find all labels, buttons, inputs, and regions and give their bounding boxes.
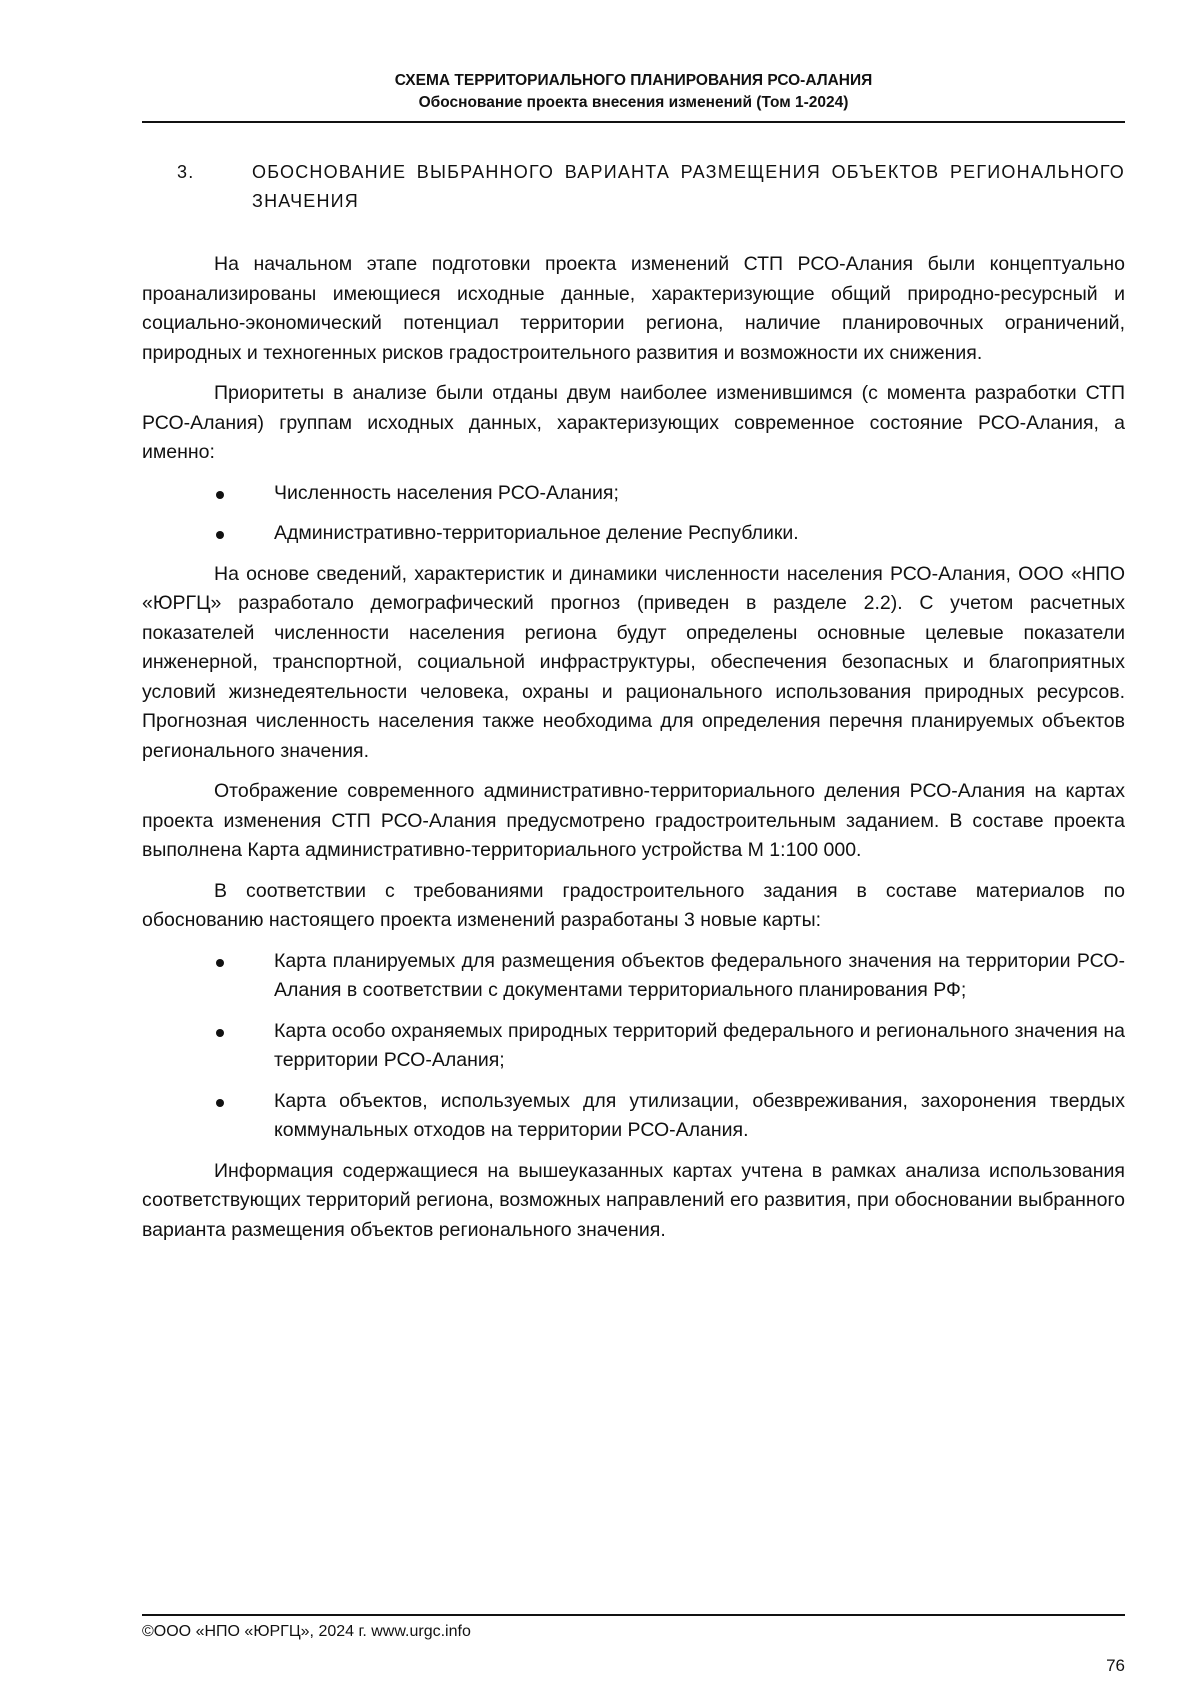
- header-divider: [142, 121, 1125, 123]
- page-number: 76: [1106, 1656, 1125, 1675]
- bullet-icon: [216, 491, 224, 499]
- list-item-text: Карта объектов, используемых для утилизации, обезвреживания, захоронения твердых коммунальных отходов на территории РСО-Алания.: [274, 1089, 1125, 1141]
- list-item: [142, 519, 1125, 549]
- header-title: СХЕМА ТЕРРИТОРИАЛЬНОГО ПЛАНИРОВАНИЯ РСО-АЛАНИЯ: [394, 72, 873, 89]
- bullet-icon: [216, 959, 224, 967]
- paragraph: В соответствии с требованиями градостроительного задания в составе материалов по обоснованию настоящего проекта изменений разработаны 3 новые карты:: [142, 879, 1125, 931]
- paragraph: Отображение современного административно-территориального деления РСО-Алания на картах проекта изменения СТП РСО-Алания предусмотрено градостроительным заданием. В составе проекта выполнена Карта административно-территориального устройства М 1:100 000.: [142, 780, 1125, 861]
- paragraph: На начальном этапе подготовки проекта изменений СТП РСО-Алания были концептуально проанализированы имеющиеся исходные данные, характеризующие общий природно-ресурсный и социально-экономический потенциал территории региона, наличие планировочных ограничений, природных и техногенных рисков градостроительного развития и возможности их снижения.: [142, 253, 1125, 364]
- bullet-list: [142, 479, 1125, 549]
- header-subtitle: Обоснование проекта внесения изменений (Том 1-2024): [418, 94, 849, 111]
- list-item-text: Административно-территориальное деление Республики.: [274, 522, 799, 544]
- list-item: [142, 947, 1125, 1006]
- list-item: [142, 479, 1125, 509]
- bullet-list: [142, 947, 1125, 1146]
- footer-divider: [142, 1614, 1125, 1616]
- page-header: [142, 70, 1125, 114]
- section-number: 3.: [177, 162, 195, 182]
- paragraph: Приоритеты в анализе были отданы двум наиболее изменившимся (с момента разработки СТП РСО-Алания) группам исходных данных, характеризующих современное состояние РСО-Алания, а именно:: [142, 382, 1125, 463]
- bullet-icon: [216, 531, 224, 539]
- paragraph: Информация содержащиеся на вышеуказанных картах учтена в рамках анализа использования соответствующих территорий региона, возможных направлений его развития, при обосновании выбранного варианта размещения объектов регионального значения.: [142, 1159, 1125, 1241]
- document-body: [142, 250, 1125, 1256]
- paragraph: На основе сведений, характеристик и динамики численности населения РСО-Алания, ООО «НПО «ЮРГЦ» разработало демографический прогноз (приведен в разделе 2.2). С учетом расчетных показателей численности населения региона будут определены основные целевые показатели инженерной, транспортной, социальной инфраструктуры, обеспечения безопасных и благоприятных условий жизнедеятельности человека, охраны и рационального использования природных ресурсов. Прогнозная численность населения также необходима для определения перечня планируемых объектов регионального значения.: [142, 562, 1125, 762]
- bullet-icon: [216, 1099, 224, 1107]
- section-title: ОБОСНОВАНИЕ ВЫБРАННОГО ВАРИАНТА РАЗМЕЩЕНИЯ ОБЪЕКТОВ РЕГИОНАЛЬНОГО ЗНАЧЕНИЯ: [252, 162, 1125, 211]
- list-item-text: Численность населения РСО-Алания;: [274, 481, 619, 504]
- list-item-text: Карта планируемых для размещения объектов федерального значения на территории РСО-Алания в соответствии с документами территориального планирования РФ;: [274, 949, 1125, 1001]
- list-item-text: Карта особо охраняемых природных территорий федерального и регионального значения на территории РСО-Алания;: [274, 1019, 1125, 1071]
- section-heading: [142, 158, 1125, 216]
- list-item: [142, 1087, 1125, 1146]
- bullet-icon: [216, 1029, 224, 1037]
- footer-copyright: ©ООО «НПО «ЮРГЦ», 2024 г. www.urgc.info: [142, 1623, 471, 1640]
- list-item: [142, 1017, 1125, 1076]
